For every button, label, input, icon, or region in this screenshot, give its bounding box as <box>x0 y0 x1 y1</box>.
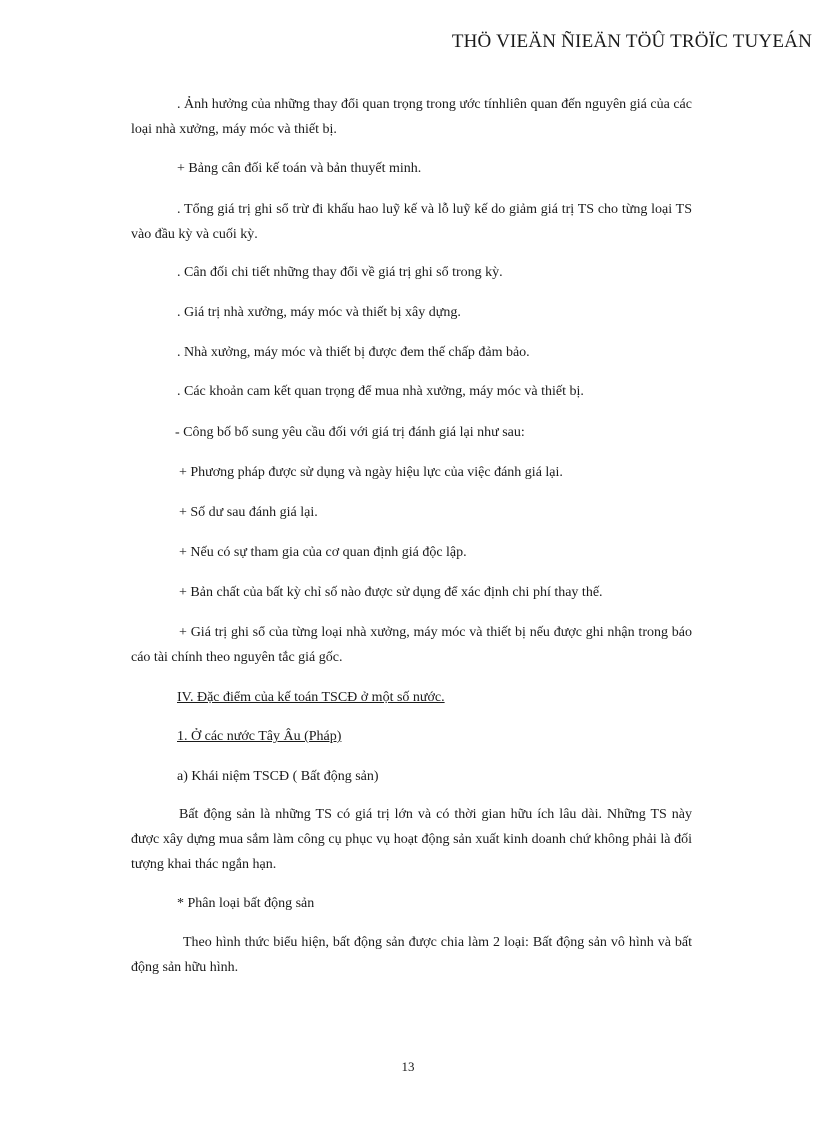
page-number: 13 <box>401 1059 415 1074</box>
paragraph: + Phương pháp được sử dụng và ngày hiệu lực của việc đánh giá lại. <box>179 465 563 480</box>
paragraph: + Bảng cân đối kế toán và bản thuyết minh. <box>177 161 422 176</box>
paragraph: + Giá trị ghi sổ của từng loại nhà xưởng, máy móc và thiết bị nếu được ghi nhận trong báo cáo tài chính theo nguyên tắc giá gốc. <box>131 625 692 665</box>
paragraph: . Các khoản cam kết quan trọng để mua nhà xưởng, máy móc và thiết bị. <box>177 384 584 399</box>
paragraph: . Nhà xưởng, máy móc và thiết bị được đem thế chấp đảm bảo. <box>177 345 530 360</box>
paragraph: Bất động sản là những TS có giá trị lớn và có thời gian hữu ích lâu dài. Những TS này được xây dựng mua sắm làm công cụ phục vụ hoạt động sản xuất kinh doanh chứ không phải là đối tượng khai thác ngắn hạn. <box>131 807 692 872</box>
paragraph: - Công bố bổ sung yêu cầu đối với giá trị đánh giá lại như sau: <box>175 425 525 440</box>
paragraph: + Nếu có sự tham gia của cơ quan định giá độc lập. <box>179 545 467 560</box>
paragraph: Theo hình thức biểu hiện, bất động sản được chia làm 2 loại: Bất động sản vô hình và bất động sản hữu hình. <box>131 935 692 975</box>
paragraph: + Bản chất của bất kỳ chỉ số nào được sử dụng để xác định chi phí thay thế. <box>179 585 603 600</box>
paragraph: . Tổng giá trị ghi sổ trừ đi khấu hao luỹ kế và lỗ luỹ kế do giảm giá trị TS cho từng loại TS vào đầu kỳ và cuối kỳ. <box>131 202 692 242</box>
paragraph: . Cân đối chi tiết những thay đổi về giá trị ghi sổ trong kỳ. <box>177 265 503 280</box>
paragraph: . Ảnh hưởng của những thay đổi quan trọng trong ước tínhliên quan đến nguyên giá của các loại nhà xưởng, máy móc và thiết bị. <box>131 97 692 137</box>
subsection-heading: 1. Ở các nước Tây Âu (Pháp) <box>177 729 342 744</box>
paragraph: . Giá trị nhà xưởng, máy móc và thiết bị xây dựng. <box>177 305 461 320</box>
section-heading: IV. Đặc điểm của kế toán TSCĐ ở một số nước. <box>177 690 445 705</box>
paragraph: + Số dư sau đánh giá lại. <box>179 505 318 520</box>
page-header: THÖ VIEÄN ÑIEÄN TÖÛ TRÖÏC TUYEÁN <box>451 31 812 52</box>
paragraph: * Phân loại bất động sản <box>177 896 315 911</box>
list-item: a) Khái niệm TSCĐ ( Bất động sản) <box>177 769 379 784</box>
